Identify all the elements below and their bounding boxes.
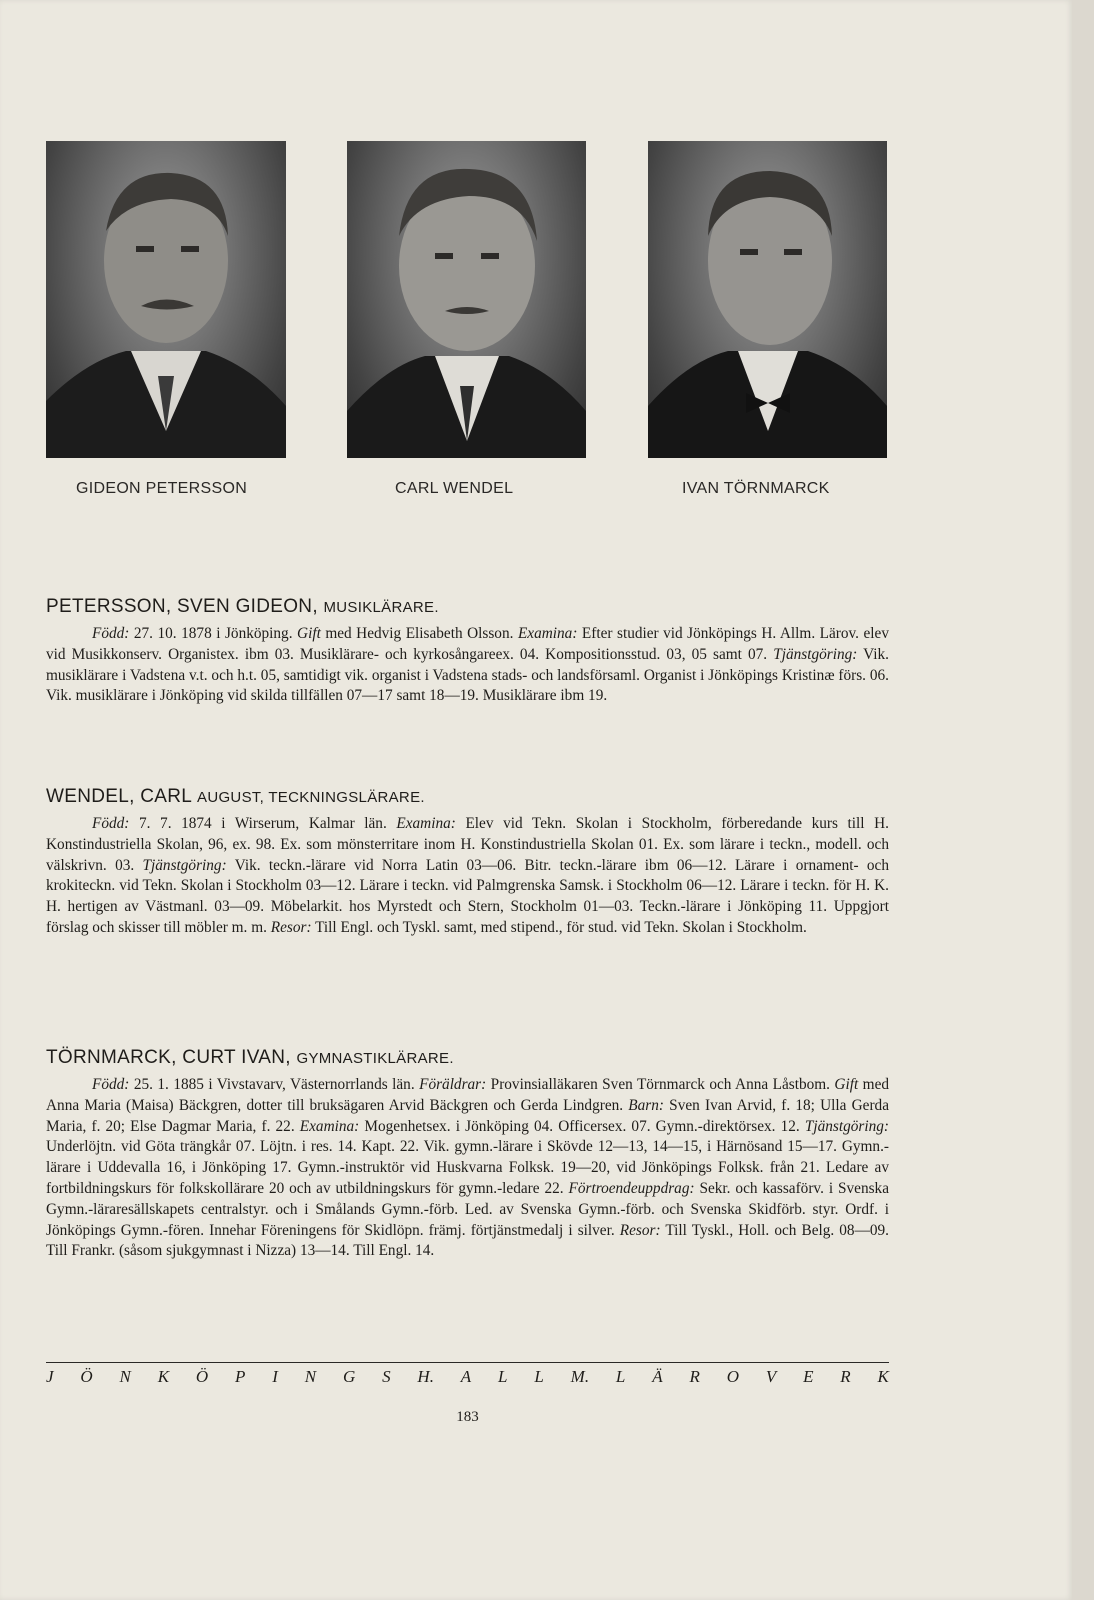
footer-letter: N	[119, 1367, 131, 1386]
bio-text-run: med Anna Maria (Maisa) Bäckgren, dotter till bruksägaren Arvid Bäckgren och Gerda Lindgren.	[46, 1076, 890, 1114]
bio-field-label: Resor:	[619, 1221, 661, 1239]
footer-letter: P	[235, 1367, 246, 1386]
footer-letter: G	[342, 1367, 356, 1386]
bio-field-label: Resor:	[270, 918, 312, 936]
bio-field-label: Gift	[297, 625, 321, 642]
bio-text-run: Underlöjtn. vid Göta trängkår 07. Löjtn. i res. 14. Kapt. 22. Vik. gymn.-lärare i Skövde 12—13, 14—15, i Härnösand 15—17. Gymn.-lärare i Uddevalla 16, i Jönköping 17. Gymn.-instruktör vid Huskvarna Folksk. 19—20, vid Jönköpings Folksk. från 21. Ledare av fortbildningskurs för folkskollärare 20 och av utbildningskurs för gymn.-ledare 22.	[46, 1138, 889, 1197]
footer-letter: E	[803, 1367, 814, 1386]
bio-entry-wendel	[46, 786, 889, 939]
footer-letter: S	[382, 1367, 391, 1386]
footer-letter: K	[157, 1367, 170, 1386]
bio-text-run: 25. 1. 1885 i Vivstavarv, Västernorrlands län.	[129, 1076, 420, 1093]
bio-heading	[46, 1047, 889, 1069]
portrait-gideon-petersson	[46, 141, 286, 458]
bio-text-run: Vik. musiklärare i Vadstena v.t. och h.t. 05, samtidigt vik. organist i Vadstena stads- och landsförsaml. Organist i Jönköpings Kristinæ förs. 06. Vik. musiklärare i Jönköping vid skilda tillfällen 07—17 samt 18—19. Musiklärare ibm 19.	[46, 645, 890, 705]
caption-ivan-tornmarck: IVAN TÖRNMARCK	[682, 480, 830, 497]
bio-text	[46, 624, 889, 707]
bio-heading-name: TÖRNMARCK, CURT IVAN,	[46, 1047, 291, 1068]
caption-gideon-petersson: GIDEON PETERSSON	[76, 480, 248, 497]
bio-heading-title: MUSIKLÄRARE.	[323, 599, 439, 616]
footer-letter: Ä	[652, 1367, 663, 1386]
bio-heading-title: AUGUST, TECKNINGSLÄRARE.	[197, 789, 425, 806]
caption-carl-wendel: CARL WENDEL	[395, 480, 514, 497]
footer-letter: O	[726, 1367, 739, 1386]
footer-letter: Ö	[195, 1367, 209, 1386]
bio-text-run: Provinsialläkaren Sven Törnmarck och Anna Låstbom.	[486, 1076, 835, 1093]
bio-text-run: Sekr. och kassaförv. i Svenska Gymn.-läraresällskapets centralstyr. och i Smålands Gymn.-förb. Led. av Svenska Gymn.-förb. och Svenska Skidförb. styr. Ordf. i Jönköpings Gymn.-fören. Innehar Föreningens för Skidlöpn. främj. förtjänstmedalj i silver.	[46, 1179, 889, 1239]
bio-field-label: Examina:	[396, 815, 456, 832]
bio-text-run: 27. 10. 1878 i Jönköping.	[129, 625, 298, 642]
footer-letter: L	[534, 1367, 544, 1386]
footer-letter: A	[460, 1367, 472, 1386]
bio-field-label: Examina:	[299, 1117, 360, 1135]
footer-letter: V	[765, 1367, 777, 1386]
footer-letter: L	[498, 1367, 508, 1386]
bio-text-run: Efter studier vid Jönköpings H. Allm. Lärov. elev vid Musikkonserv. Organistex. ibm 03. Musiklärare- och kyrkosångareex. 04. Kompositionsstud. 03, 05 samt 07.	[46, 625, 889, 663]
footer-letter: M.	[570, 1367, 590, 1386]
footer-rule	[46, 1362, 889, 1363]
footer-letter: I	[272, 1367, 278, 1386]
footer-letter: R	[689, 1367, 700, 1386]
footer-letter: K	[877, 1367, 889, 1386]
bio-entry-tornmarck	[46, 1047, 889, 1262]
bio-field-label: Tjänstgöring:	[142, 856, 227, 874]
bio-text-run: 7. 7. 1874 i Wirserum, Kalmar län.	[129, 815, 397, 832]
bio-heading	[46, 786, 889, 808]
bio-heading	[46, 596, 889, 618]
footer-letter: H.	[417, 1367, 434, 1386]
bio-text-run: Elev vid Tekn. Skolan i Stockholm, förberedande kurs till H. Konstindustriella Skolan, 96, ex. 98. Ex. som mönsterritare inom H. Konstindustriella Skolan 01. Ex. som lärare i teckn., modell. och välskrivn. 03.	[46, 815, 889, 874]
bio-field-label: Född:	[92, 815, 130, 832]
bio-field-label: Föräldrar:	[419, 1076, 487, 1093]
bio-text-run: Vik. teckn.-lärare vid Norra Latin 03—06. Bitr. teckn.-lärare ibm 06—12. Lärare i ornament- och krokiteckn. vid Tekn. Skolan i Stockholm 03—12. Lärare i teckn. vid Palmgrenska Samsk. i Stockholm 06—12. Lärare i teckn. för H. K. H. hertigen av Västmanl. 03—09. Möbelarkit. hos Myrstedt och Stern, Stockholm 01—03. Teckn.-lärare i Jönköping 11. Uppgjort förslag och skisser till möbler m. m.	[46, 856, 889, 936]
footer-letter: R	[840, 1367, 851, 1386]
bio-field-label: Född:	[92, 625, 130, 642]
bio-field-label: Född:	[92, 1076, 130, 1093]
footer-letter: J	[46, 1367, 54, 1386]
bio-text-run: Till Engl. och Tyskl. samt, med stipend., för stud. vid Tekn. Skolan i Stockholm.	[311, 918, 807, 936]
page-number: 183	[456, 1409, 479, 1425]
bio-field-label: Förtroendeuppdrag:	[568, 1179, 695, 1197]
bio-field-label: Examina:	[517, 625, 578, 642]
bio-heading-title: GYMNASTIKLÄRARE.	[296, 1050, 454, 1067]
bio-field-label: Tjänstgöring:	[773, 645, 858, 663]
footer-letter: Ö	[80, 1367, 93, 1386]
footer-letter: L	[615, 1367, 626, 1386]
portrait-ivan-tornmarck	[648, 141, 887, 458]
bio-text-run: Mogenhetsex. i Jönköping 04. Officersex. 07. Gymn.-direktörsex. 12.	[359, 1117, 805, 1135]
footer-letter: N	[304, 1367, 317, 1386]
bio-heading-name: PETERSSON, SVEN GIDEON,	[46, 596, 318, 617]
portrait-carl-wendel	[347, 141, 586, 458]
bio-heading-name: WENDEL, CARL	[46, 786, 192, 807]
bio-field-label: Tjänstgöring:	[804, 1117, 889, 1135]
running-footer-title	[46, 1367, 889, 1387]
bio-text	[46, 1075, 889, 1262]
bio-field-label: Barn:	[628, 1096, 664, 1114]
bio-field-label: Gift	[834, 1076, 859, 1093]
bio-text-run: Till Tyskl., Holl. och Belg. 08—09. Till Frankr. (såsom sjukgymnast i Nizza) 13—14. Till Engl. 14.	[46, 1221, 889, 1260]
bio-text-run: Sven Ivan Arvid, f. 18; Ulla Gerda Maria, f. 20; Else Dagmar Maria, f. 22.	[46, 1096, 889, 1135]
bio-entry-petersson	[46, 596, 889, 707]
bio-text	[46, 814, 889, 939]
bio-text-run: med Hedvig Elisabeth Olsson.	[320, 625, 518, 642]
